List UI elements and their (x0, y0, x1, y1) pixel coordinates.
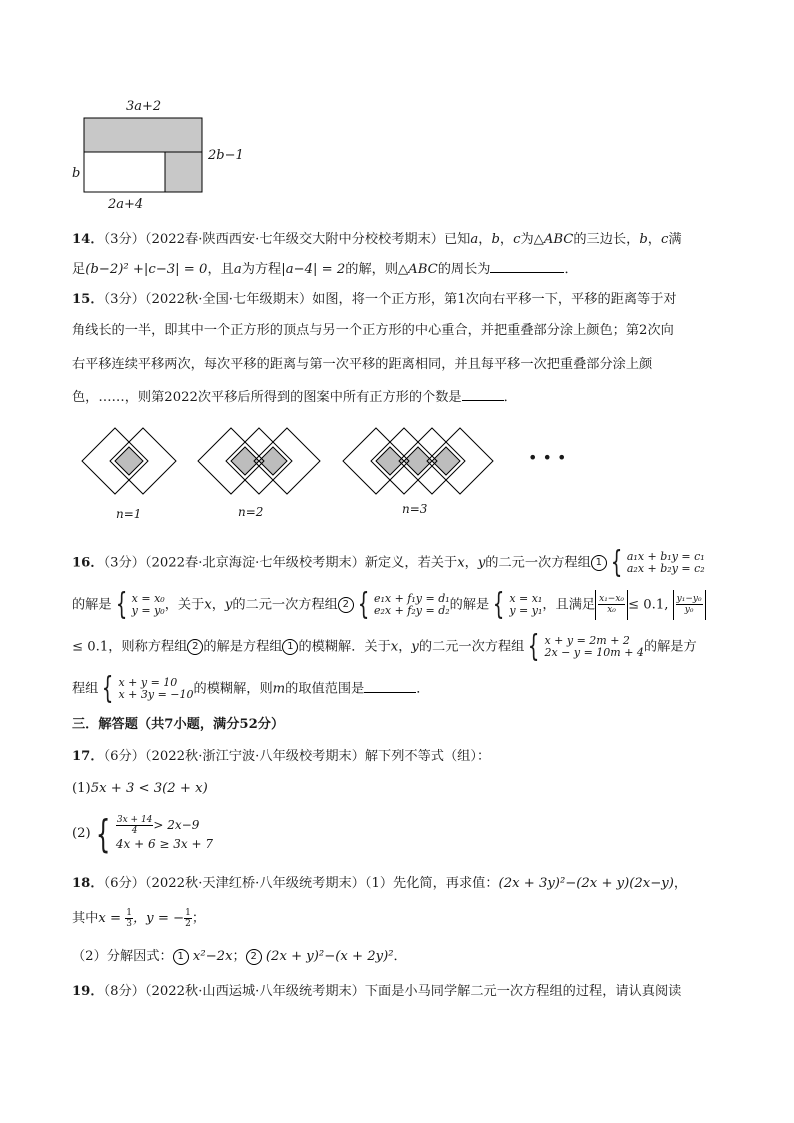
expression: (2x + 3y)²−(2x + y)(2x−y) (498, 876, 674, 891)
inequality: 5x + 3 < 3(2 + x) (90, 781, 208, 796)
q17-number: 17． (72, 749, 104, 764)
q16-source: （2022春·北京海淀·七年级校考期末） (144, 555, 365, 571)
solution-1: { x = x₀ y = y₀ (115, 587, 165, 622)
q18-text: ； (191, 911, 206, 926)
y-value-label: ，y = − (132, 911, 185, 926)
q16-text: 的二元一次方程组 (232, 597, 338, 613)
q16-text: 的模糊解．关于 (298, 639, 391, 655)
q19-line1 (72, 981, 722, 1003)
system-row (116, 815, 213, 836)
label-bottom-length: 2a+4 (108, 197, 144, 212)
q16-text: 的二元一次方程组 (485, 555, 591, 571)
q16-text: 的解是方 (643, 639, 697, 655)
abs-fraction-y (673, 590, 706, 620)
q16-text: ≤ 0.1, (628, 597, 669, 613)
system-row: x + y = 10 (118, 676, 178, 689)
q16-text: ≤ 0.1 (72, 639, 109, 655)
q16-line1 (72, 545, 722, 580)
var-x: x (457, 555, 465, 571)
pattern-n3 (343, 428, 493, 494)
var-y: y (411, 639, 419, 655)
fraction-denominator: 4 (131, 826, 138, 836)
q14-source: （2022春·陕西西安·七年级交大附中分校校考期末） (144, 232, 444, 247)
system-row: x + y = 2m + 2 (544, 634, 630, 647)
q15-line2: 角线长的一半，即其中一个正方形的顶点与另一个正方形的中心重合，并把重叠部分涂上颜色；第2次向 (72, 323, 674, 338)
q14-text: 的三边长， (573, 232, 640, 247)
q17-text: 解下列不等式（组）： (364, 749, 491, 764)
q17-source: （2022秋·浙江宁波·八年级校考期末） (144, 749, 365, 764)
q18-score: （6分） (103, 876, 145, 891)
q16-score: （3分） (103, 555, 145, 571)
q15-score: （3分） (103, 292, 145, 307)
q16-text: ，且满足 (542, 597, 596, 613)
system-3: { x + y = 2m + 2 2x − y = 10m + 4 (528, 629, 644, 664)
var-b: b (491, 232, 500, 247)
q14-text: 的周长为 (437, 262, 491, 277)
var-a: a (233, 262, 242, 277)
q14-equation-2: |a−4| = 2 (281, 262, 346, 277)
var-b: b (639, 232, 648, 247)
var-y: y (477, 555, 486, 571)
abs-fraction-x (595, 590, 628, 620)
q16-text: 程组 (72, 681, 99, 697)
system-row: x + 3y = −10 (118, 688, 194, 701)
q16-text: 的解是方程组 (203, 639, 283, 655)
q16-text: ． (416, 681, 430, 697)
q14-text: ． (564, 262, 578, 277)
circled-1: 1 (591, 555, 607, 571)
circled-1: 1 (173, 949, 189, 965)
system-2: { e₁x + f₁y = d₁ e₂x + f₂y = d₂ (357, 587, 450, 622)
fraction-numerator: x₁−x₀ (599, 594, 625, 604)
fraction-numerator: 1 (185, 908, 191, 918)
var-c: c (513, 232, 521, 247)
label-top-length: 3a+2 (126, 99, 162, 114)
var-a: a (470, 232, 479, 247)
q17-part1 (72, 778, 722, 800)
q14-text: ，且 (207, 262, 234, 277)
q14-number: 14． (72, 232, 104, 247)
label-right-height: 2b−1 (208, 148, 244, 163)
var-c: c (660, 232, 669, 247)
q18-text: ； (232, 949, 246, 964)
label-n1: n=1 (116, 507, 142, 521)
q16-line3: ≤ 0.1，则称方程组 2 的解是方程组 1 的模糊解．关于x，y的二元一次方程组 { x + y = 2m + 2 2x − y = 10m + 4 的解是方 (72, 629, 697, 664)
q16-text: 的解是 (72, 597, 112, 613)
q16-text: 的解是 (449, 597, 490, 613)
ellipsis-dots: • • • (528, 448, 567, 467)
fraction-numerator: 1 (126, 908, 132, 918)
system-row: x = x₁ (509, 592, 543, 605)
answer-blank[interactable] (490, 258, 564, 273)
triangle-name: ABC (543, 232, 574, 247)
var-x: x (390, 639, 399, 655)
q18-text: （2）分解因式： (72, 949, 173, 964)
answer-blank[interactable] (364, 678, 416, 693)
system-row: x = x₀ (131, 592, 165, 605)
system-row: y = y₀ (131, 604, 165, 617)
system-row: a₁x + b₁y = c₁ (626, 550, 705, 563)
label-n2: n=2 (238, 505, 264, 519)
label-left-height: b (72, 166, 81, 181)
expression: x²−2x (192, 949, 233, 964)
solution-2: { x = x₁ y = y₁ (493, 587, 543, 622)
circled-2: 2 (246, 949, 262, 965)
q18-line2 (72, 906, 722, 932)
q16-text: ，则称方程组 (108, 639, 188, 655)
pattern-n2 (198, 428, 320, 494)
white-inner-rectangle (84, 152, 165, 192)
q16-line2: 的解是 { x = x₀ y = y₀ ，关于x，y的二元一次方程组 2 { e₁x + f₁y = d₁ e₂x + f₂y = d₂ 的解是 { x = x₁ y = y₁ ，且满足 $\frac{\text{x₁−x₀}}{\text{x₀}}$ ≤ 0.1, $\frac{\text{y₁−y₀}}{\text{y₀}}$ (72, 590, 722, 621)
overlapping-squares-figure (78, 425, 598, 495)
q15-line4 (72, 386, 722, 409)
fraction-denominator: 2 (185, 919, 191, 929)
var-y: y (224, 597, 233, 613)
q18-text: （1）先化简，再求值： (364, 876, 499, 891)
q18-number: 18． (72, 876, 104, 891)
q19-text: 下面是小马同学解二元一次方程组的过程，请认真阅读 (364, 984, 682, 999)
inequality-rest: > 2x−9 (153, 818, 200, 832)
q14-text: 足 (72, 262, 86, 277)
q16-text: 的取值范围是 (285, 681, 365, 697)
system-row: e₁x + f₁y = d₁ (373, 592, 450, 605)
q15-line3: 右平移连续平移两次，每次平移的距离与第一次平移的距离相同，并且每平移一次把重叠部分涂上颜 (72, 357, 653, 372)
q14-score: （3分） (103, 232, 145, 247)
fraction-denominator: 3 (126, 919, 132, 929)
expression: (2x + y)²−(x + 2y)² (265, 949, 394, 964)
q17-part2 (72, 811, 722, 856)
q14-text: 为方程 (241, 262, 282, 277)
q15-number: 15． (72, 292, 104, 307)
var-m: m (272, 681, 286, 697)
q14-line1: 14．（3分）（2022春·陕西西安·七年级交大附中分校校考期末）已知a，b，c为△ABC的三边长，b，c满 (72, 232, 682, 247)
circled-1: 1 (282, 639, 298, 655)
q17-line1 (72, 746, 722, 768)
circled-2: 2 (338, 597, 354, 613)
system-1: { a₁x + b₁y = c₁ a₂x + b₂y = c₂ (610, 545, 705, 580)
q14-text: 满 (668, 232, 682, 247)
inequality-system: { $\frac{3x + 14}{4}$ > 2x−9 4x + 6 ≥ 3x + 7 (95, 811, 213, 856)
pattern-n1 (82, 428, 176, 494)
q15-source: （2022秋·全国·七年级期末） (144, 292, 313, 307)
q18-text: ， (673, 876, 688, 891)
shaded-top-strip (84, 118, 202, 152)
q15-line1 (72, 289, 722, 311)
q16-text: ， (464, 555, 478, 571)
system-row: 4x + 6 ≥ 3x + 7 (115, 837, 213, 851)
q14-equation-1: (b−2)² +|c−3| = 0 (85, 262, 208, 277)
q15-text: 如图，将一个正方形，第1次向右平移一下，平移的距离等于对 (312, 292, 677, 307)
fraction-denominator: y₀ (684, 605, 694, 615)
part-number: (2) (72, 826, 91, 841)
q19-source: （2022秋·山西运城·八年级统考期末） (144, 984, 365, 999)
var-x: x (204, 597, 212, 613)
q14-text: 的解，则△ (345, 262, 409, 277)
fraction-numerator: y₁−y₀ (676, 594, 702, 604)
answer-blank[interactable] (462, 386, 504, 401)
q18-line3 (72, 946, 722, 968)
q16-line4 (72, 671, 722, 706)
q18-source: （2022秋·天津红桥·八年级统考期末） (144, 876, 365, 891)
part-number: (1) (72, 781, 91, 796)
system-row: e₂x + f₂y = d₂ (373, 604, 450, 617)
system-row: 2x − y = 10m + 4 (544, 646, 644, 659)
section-heading: 三．解答题（共7小题，满分52分） (72, 717, 285, 732)
q16-text: 的模糊解，则 (193, 681, 273, 697)
q18-text: ． (393, 949, 407, 964)
label-n3: n=3 (402, 502, 428, 516)
triangle-name: ABC (408, 262, 438, 277)
q15-text: 色，……，则第2022次平移后所得到的图案中所有正方形的个数是 (72, 390, 462, 405)
system-row: y = y₁ (509, 604, 543, 617)
q18-line1 (72, 873, 722, 895)
circled-2: 2 (187, 639, 203, 655)
system-4: { x + y = 10 x + 3y = −10 (102, 671, 194, 706)
shaded-right-strip (165, 152, 202, 192)
q14-line2 (72, 258, 722, 281)
q16-number: 16． (72, 555, 104, 571)
q14-text: 为△ (520, 232, 544, 247)
q16-text: ，关于 (164, 597, 205, 613)
q14-text: 已知 (444, 232, 471, 247)
fraction-numerator: 3x + 14 (116, 815, 153, 825)
fraction-denominator: x₀ (607, 605, 616, 615)
q18-text: 其中 (72, 911, 99, 926)
q17-score: （6分） (103, 749, 145, 764)
x-value-label: x = (98, 911, 126, 926)
q19-score: （8分） (103, 984, 145, 999)
system-row: a₂x + b₂y = c₂ (626, 562, 705, 575)
q15-text: ． (503, 390, 517, 405)
q19-number: 19． (72, 984, 104, 999)
q16-text: 新定义，若关于 (364, 555, 458, 571)
q16-text: 的二元一次方程组 (418, 639, 525, 655)
